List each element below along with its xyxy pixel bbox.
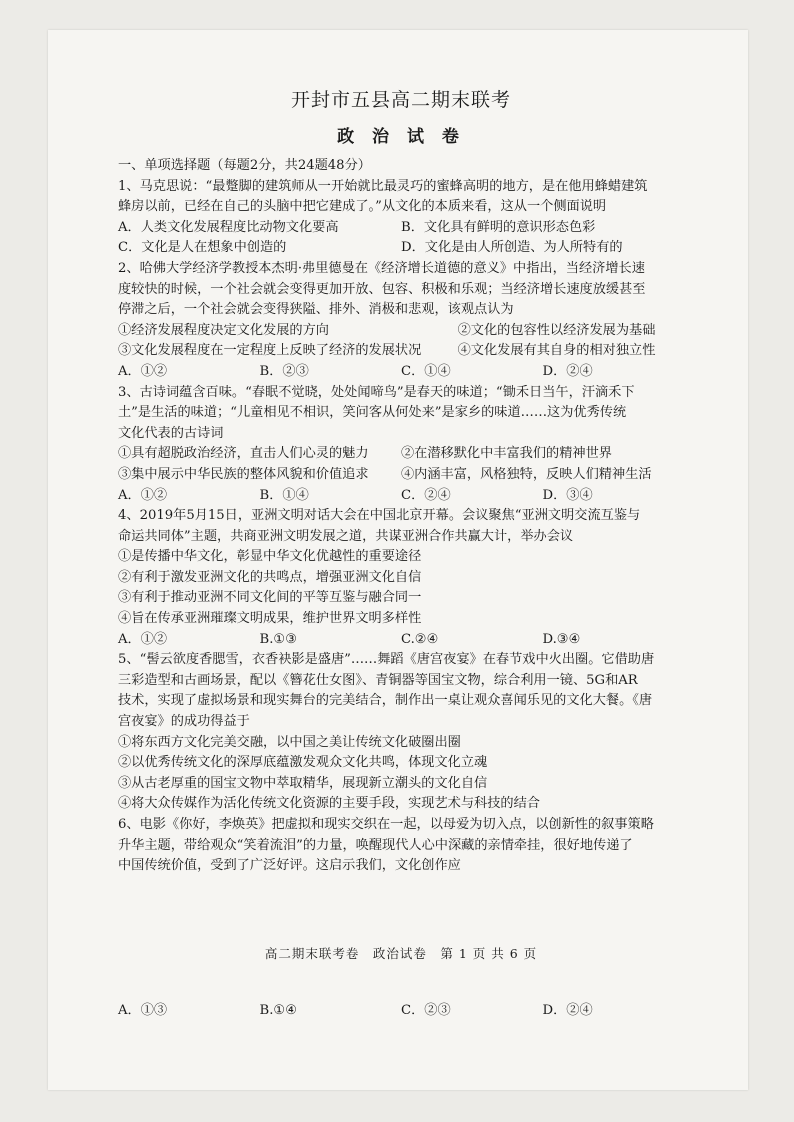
question-line: 技术，实现了虚拟场景和现实舞台的完美结合，制作出一桌让观众喜闻乐见的文化大餐。《唐 bbox=[118, 693, 653, 709]
option-d: D．③④ bbox=[542, 487, 593, 503]
option-c: C.②④ bbox=[401, 631, 439, 647]
option-c: C．文化是人在想象中创造的 bbox=[118, 240, 287, 256]
option-b: B．①④ bbox=[259, 487, 309, 503]
statement: ④旨在传承亚洲璀璨文明成果，维护世界文明多样性 bbox=[118, 611, 422, 627]
statement-row bbox=[118, 321, 684, 342]
option-d: D．②④ bbox=[542, 363, 593, 379]
option-row bbox=[118, 486, 684, 507]
option-b: B．文化具有鲜明的意识形态色彩 bbox=[401, 219, 596, 235]
question-line: 1、马克思说：“最蹩脚的建筑师从一开始就比最灵巧的蜜蜂高明的地方，是在他用蜂蜡建筑 bbox=[118, 178, 648, 194]
question-line: 2、哈佛大学经济学教授本杰明·弗里德曼在《经济增长道德的意义》中指出，当经济增长速 bbox=[118, 260, 645, 276]
statement: ②文化的包容性以经济发展为基础 bbox=[457, 322, 656, 338]
question-1 bbox=[118, 177, 684, 259]
option-b: B．②③ bbox=[259, 363, 309, 379]
question-line: 文化代表的古诗词 bbox=[118, 425, 224, 441]
option-c: C．②④ bbox=[401, 487, 451, 503]
option-c: C．②③ bbox=[401, 1003, 451, 1018]
statement: ②有利于激发亚洲文化的共鸣点，增强亚洲文化自信 bbox=[118, 569, 422, 585]
statement-row bbox=[118, 465, 684, 486]
statement: ③文化发展程度在一定程度上反映了经济的发展状况 bbox=[118, 343, 422, 359]
option-a: A．①② bbox=[118, 363, 168, 379]
page-footer: 高二期末联考卷 政治试卷 第 1 页 共 6 页 bbox=[264, 946, 538, 961]
question-line: 命运共同体”主题，共商亚洲文明发展之道，共谋亚洲合作共赢大计，举办会议 bbox=[118, 528, 574, 544]
question-line: 停滞之后，一个社会就会变得狭隘、排外、消极和悲观，该观点认为 bbox=[118, 302, 514, 318]
option-a: A．①③ bbox=[118, 1003, 168, 1018]
statement: ②在潜移默化中丰富我们的精神世界 bbox=[401, 446, 612, 462]
option-row bbox=[118, 630, 684, 651]
statement: ③从古老厚重的国宝文物中萃取精华，展现新立潮头的文化自信 bbox=[118, 775, 488, 791]
statement: ③有利于推动亚洲不同文化间的平等互鉴与融合同一 bbox=[118, 590, 422, 606]
question-line: 度较快的时候，一个社会就会变得更加开放、包容、积极和乐观；当经济增长速度放缓甚至 bbox=[118, 281, 646, 297]
option-a: A．①② bbox=[118, 631, 168, 647]
question-2 bbox=[118, 259, 684, 383]
exam-sheet bbox=[48, 30, 748, 1090]
question-line: 5、“髻云欲度香腮雪，衣香袂影是盛唐”……舞蹈《唐宫夜宴》在春节戏中火出圈。它借助唐 bbox=[118, 652, 655, 668]
statement: ④文化发展有其自身的相对独立性 bbox=[457, 343, 656, 359]
question-line: 三彩造型和古画场景，配以《簪花仕女图》、青铜器等国宝文物，综合利用一镜、5G和AR bbox=[118, 672, 638, 688]
exam-subtitle: 政 治 试 卷 bbox=[337, 127, 465, 147]
option-b: B.①④ bbox=[259, 1003, 298, 1018]
question-line: 蜂房以前，已经在自己的头脑中把它建成了。”从文化的本质来看，这从一个侧面说明 bbox=[118, 199, 607, 215]
question-3 bbox=[118, 383, 684, 507]
statement: ④内涵丰富，风格独特，反映人们精神生活 bbox=[401, 466, 652, 482]
section-header: 一、单项选择题（每题2分，共24题48分） bbox=[118, 158, 371, 173]
option-b: B.①③ bbox=[259, 631, 298, 647]
option-row bbox=[118, 238, 684, 259]
question-6 bbox=[118, 815, 684, 877]
statement: ②以优秀传统文化的深厚底蕴激发观众文化共鸣，体现文化立魂 bbox=[118, 755, 488, 771]
option-d: D.③④ bbox=[542, 631, 581, 647]
question-4 bbox=[118, 506, 684, 650]
option-a: A．①② bbox=[118, 487, 168, 503]
exam-title: 开封市五县高二期末联考 bbox=[290, 89, 511, 111]
option-c: C．①④ bbox=[401, 363, 451, 379]
statement: ④将大众传媒作为活化传统文化资源的主要手段，实现艺术与科技的结合 bbox=[118, 796, 540, 812]
statement-row bbox=[118, 444, 684, 465]
option-row bbox=[118, 218, 684, 239]
question-line: 3、古诗词蕴含百味。“春眠不觉晓，处处闻啼鸟”是春天的味道；“锄禾日当午，汗滴禾下 bbox=[118, 384, 635, 400]
question-line: 宫夜宴》的成功得益于 bbox=[118, 714, 250, 730]
statement: ①将东西方文化完美交融，以中国之美让传统文化破圈出圈 bbox=[118, 734, 461, 750]
question-line: 土”是生活的味道；“儿童相见不相识，笑问客从何处来”是家乡的味道……这为优秀传统 bbox=[118, 405, 627, 421]
question-line: 升华主题，带给观众“笑着流泪”的力量，唤醒现代人心中深藏的亲情牵挂，很好地传递了 bbox=[118, 837, 633, 853]
option-a: A．人类文化发展程度比动物文化要高 bbox=[118, 219, 339, 235]
q5-option-row bbox=[118, 1001, 684, 1022]
exam-content bbox=[118, 86, 684, 1018]
option-row bbox=[118, 362, 684, 383]
question-line: 中国传统价值，受到了广泛好评。这启示我们，文化创作应 bbox=[118, 858, 461, 874]
statement: ①是传播中华文化，彰显中华文化优越性的重要途径 bbox=[118, 549, 422, 565]
option-d: D．文化是由人所创造、为人所特有的 bbox=[401, 240, 623, 256]
option-d: D．②④ bbox=[542, 1003, 593, 1018]
question-line: 4、2019年5月15日，亚洲文明对话大会在中国北京开幕。会议聚焦“亚洲文明交流互鉴与 bbox=[118, 508, 641, 524]
statement: ①经济发展程度决定文化发展的方向 bbox=[118, 322, 329, 338]
statement: ③集中展示中华民族的整体风貌和价值追求 bbox=[118, 466, 369, 482]
question-line: 6、电影《你好，李焕英》把虚拟和现实交织在一起，以母爱为切入点，以创新性的叙事策略 bbox=[118, 817, 654, 832]
question-5 bbox=[118, 650, 684, 815]
statement-row bbox=[118, 341, 684, 362]
statement: ①具有超脱政治经济，直击人们心灵的魅力 bbox=[118, 446, 369, 462]
